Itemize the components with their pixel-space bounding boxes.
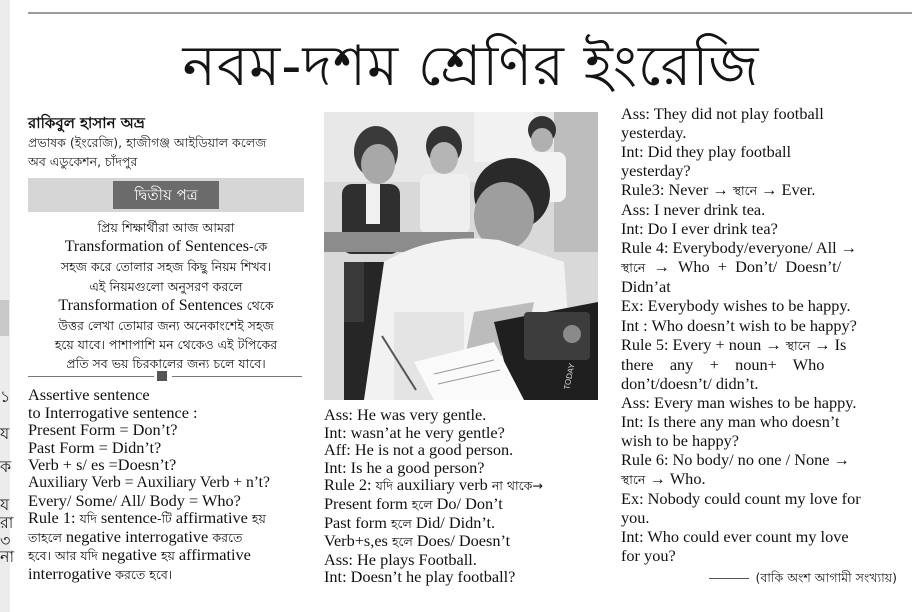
text-line: Past form হলে Did/ Didn’t. xyxy=(324,512,496,532)
text-line: for you? xyxy=(621,546,676,566)
text-line: Didn’at xyxy=(621,277,671,297)
affiliation-line: প্রভাষক (ইংরেজি), হাজীগঞ্জ আইডিয়াল কলেজ xyxy=(28,135,267,150)
previous-page-fragment: ৩ xyxy=(0,533,11,550)
text-line: Aff: He is not a good person. xyxy=(324,440,514,460)
text-line: Ass: He plays Football. xyxy=(324,549,477,569)
text-line: interrogative করতে হবে। xyxy=(28,563,173,583)
text-line: Int: wasn’at he very gentle? xyxy=(324,422,505,442)
intro-line: প্রতি সব ভয় চিরকালের জন্য চলে যাবে। xyxy=(66,356,266,372)
previous-page-fragment: রা xyxy=(0,515,14,532)
text-line: Rule 2: যদি auxiliary verb না থাকে→ xyxy=(324,475,543,495)
text-line: Rule 6: No body/ no one / None → xyxy=(621,449,850,469)
text-line: there any + noun+ Who xyxy=(621,354,825,374)
author-affiliation xyxy=(28,133,304,171)
text-line: Int : Who doesn’t wish to be happy? xyxy=(621,315,857,335)
text-line: yesterday. xyxy=(621,123,687,143)
text-line: Present Form = Don’t? xyxy=(28,420,178,440)
text-line: তাহলে negative interrogative করতে xyxy=(28,526,243,546)
text-line: Auxiliary Verb = Auxiliary Verb + n’t? xyxy=(28,473,270,491)
text-line: Int: Did they play football xyxy=(621,142,792,162)
text-line: Verb+s,es হলে Does/ Doesn’t xyxy=(324,531,511,551)
section-divider xyxy=(28,376,154,377)
text-line: to Interrogative sentence : xyxy=(28,402,198,422)
text-line: don’t/doesn’t/ didn’t. xyxy=(621,373,759,393)
text-line: Every/ Some/ All/ Body = Who? xyxy=(28,490,241,510)
text-line: Rule 1: যদি sentence-টি affirmative হয় xyxy=(28,508,266,528)
author-name: রাকিবুল হাসান অভ্র xyxy=(28,114,145,132)
previous-page-fragment: য xyxy=(0,497,10,514)
text-line: Rule 4: Everybody/everyone/ All → xyxy=(621,238,858,258)
text-line: স্থানে → Who. xyxy=(621,468,706,488)
text-line: Int: Is there any man who doesn’t xyxy=(621,411,840,431)
top-rule xyxy=(28,12,912,14)
rules-column-1 xyxy=(28,386,304,584)
text-line: Int: Who could ever count my love xyxy=(621,527,849,547)
section-label: দ্বিতীয় পত্র xyxy=(113,181,219,209)
page-title: নবম-দশম শ্রেণির ইংরেজি xyxy=(182,34,760,99)
divider-square xyxy=(157,371,167,381)
text-line: Present form হলে Do/ Don’t xyxy=(324,493,503,513)
text-line: Int: Is he a good person? xyxy=(324,457,485,477)
text-line: Rule 5: Every + noun → স্থানে → Is xyxy=(621,334,847,354)
text-line: Ex: Nobody could count my love for xyxy=(621,488,861,508)
dash-rule xyxy=(709,578,749,579)
continued-note: (বাকি অংশ আগামী সংখ্যায়) xyxy=(683,568,897,588)
intro-line: Transformation of Sentences-কে xyxy=(64,238,268,256)
text-line: yesterday? xyxy=(621,161,691,181)
intro-line: উত্তর লেখা তোমার জন্য অনেকাংশেই সহজ xyxy=(58,318,274,334)
text-line: you. xyxy=(621,507,650,527)
intro-line: প্রিয় শিক্ষার্থীরা আজ আমরা xyxy=(97,220,235,235)
intro-line: Transformation of Sentences থেকে xyxy=(58,296,274,314)
text-line: Ass: Every man wishes to be happy. xyxy=(621,392,857,412)
column-2-text xyxy=(324,406,606,586)
text-line: Past Form = Didn’t? xyxy=(28,437,162,457)
previous-page-fragment: না xyxy=(0,549,15,566)
previous-page-band xyxy=(0,300,9,336)
text-line: স্থানে → Who + Don’t/ Doesn’t/ xyxy=(621,257,842,277)
students-exam-photo xyxy=(324,112,598,400)
intro-line: হয়ে যাবে। পাশাপাশি মন থেকেও এই টপিকের xyxy=(54,337,278,353)
section-divider xyxy=(172,376,302,377)
text-line: Verb + s/ es =Doesn’t? xyxy=(28,455,177,475)
text-line: Ass: He was very gentle. xyxy=(324,405,487,424)
photo-illustration xyxy=(324,112,598,400)
text-line: হবে। আর যদি negative হয় affirmative xyxy=(28,545,251,565)
intro-line: এই নিয়মগুলো অনুসরণ করলে xyxy=(89,278,243,294)
previous-page-fragment: ক xyxy=(0,459,12,476)
text-line: Ex: Everybody wishes to be happy. xyxy=(621,296,851,316)
text-line: Int: Doesn’t he play football? xyxy=(324,567,516,587)
text-line: Rule3: Never → স্থানে → Ever. xyxy=(621,180,816,200)
text-line: Ass: I never drink tea. xyxy=(621,200,766,220)
text-line: Assertive sentence xyxy=(28,385,150,404)
column-3-text xyxy=(621,104,897,565)
book-text: TODAY xyxy=(562,362,577,391)
text-line: wish to be happy? xyxy=(621,430,740,450)
affiliation-line: অব এডুকেশন, চাঁদপুর xyxy=(28,154,138,169)
previous-page-fragment: য xyxy=(0,426,10,443)
text-line: Ass: They did not play football xyxy=(621,104,824,123)
previous-page-fragment: ১ xyxy=(0,389,11,406)
intro-paragraph xyxy=(28,218,304,374)
text-line: Int: Do I ever drink tea? xyxy=(621,219,778,239)
intro-line: সহজ করে তোলার সহজ কিছু নিয়ম শিখব। xyxy=(60,259,272,275)
